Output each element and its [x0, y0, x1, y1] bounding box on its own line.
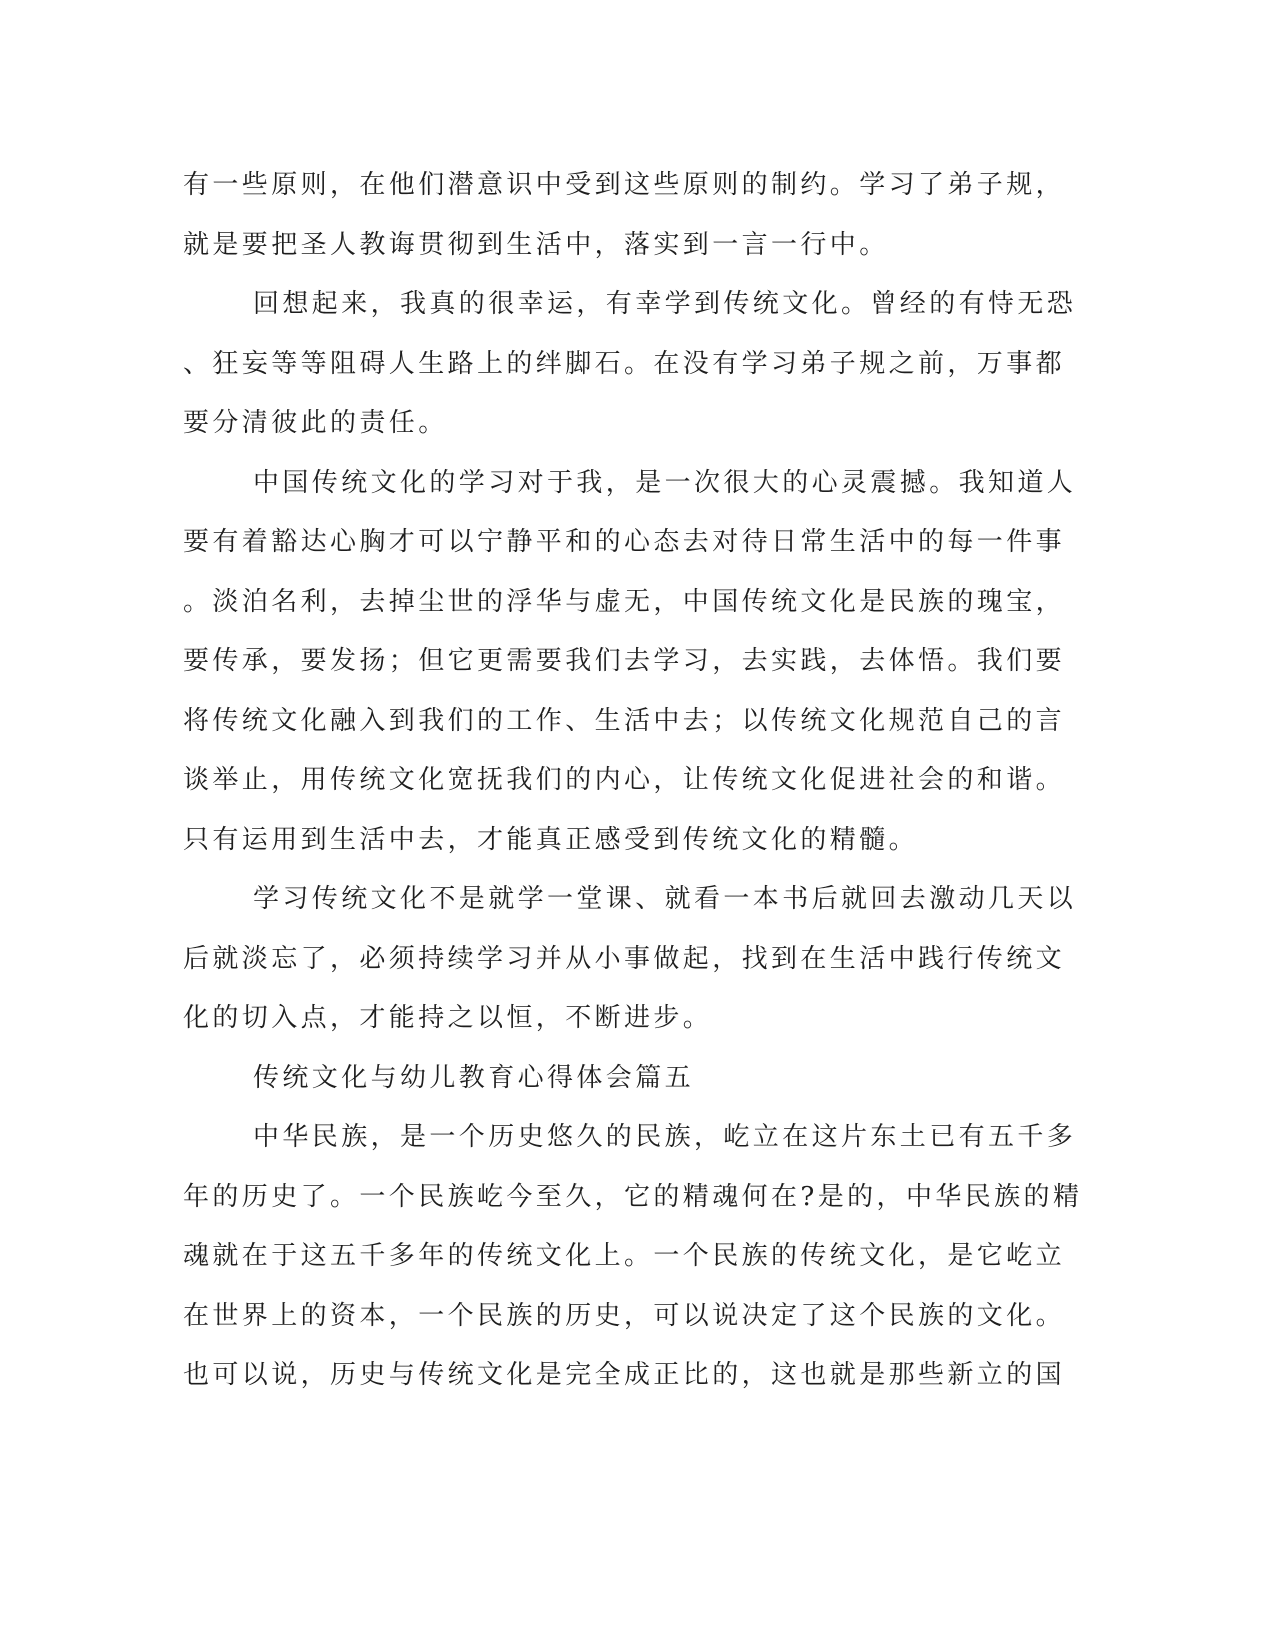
text-line: 只有运用到生活中去，才能真正感受到传统文化的精髓。	[183, 824, 919, 855]
text-line: 有一些原则，在他们潜意识中受到这些原则的制约。学习了弟子规，	[183, 170, 1066, 200]
text-line: 。淡泊名利，去掉尘世的浮华与虚无，中国传统文化是民族的瑰宝，	[183, 586, 1066, 617]
text-line: 、狂妄等等阻碍人生路上的绊脚石。在没有学习弟子规之前，万事都	[183, 348, 1066, 379]
paragraph-start-line: 回想起来，我真的很幸运，有幸学到传统文化。曾经的有恃无恐	[253, 289, 1077, 319]
text-line: 就是要把圣人教诲贯彻到生活中，落实到一言一行中。	[183, 229, 889, 260]
paragraph-start-line: 中华民族，是一个历史悠久的民族，屹立在这片东土已有五千多	[253, 1122, 1077, 1152]
text-line: 将传统文化融入到我们的工作、生活中去；以传统文化规范自己的言	[183, 705, 1066, 736]
text-line: 年的历史了。一个民族屹今至久，它的精魂何在?是的，中华民族的精	[183, 1181, 1083, 1212]
text-line: 要有着豁达心胸才可以宁静平和的心态去对待日常生活中的每一件事	[183, 527, 1066, 557]
document-body	[183, 156, 1083, 1406]
paragraph-start-line: 学习传统文化不是就学一堂课、就看一本书后就回去激动几天以	[253, 884, 1077, 914]
text-line: 要分清彼此的责任。	[183, 408, 448, 438]
text-line: 魂就在于这五千多年的传统文化上。一个民族的传统文化，是它屹立	[183, 1241, 1066, 1271]
text-line: 也可以说，历史与传统文化是完全成正比的，这也就是那些新立的国	[183, 1360, 1066, 1390]
text-line: 在世界上的资本，一个民族的历史，可以说决定了这个民族的文化。	[183, 1300, 1066, 1331]
text-line: 谈举止，用传统文化宽抚我们的内心，让传统文化促进社会的和谐。	[183, 765, 1066, 795]
text-line: 化的切入点，才能持之以恒，不断进步。	[183, 1003, 713, 1033]
text-line: 后就淡忘了，必须持续学习并从小事做起，找到在生活中践行传统文	[183, 943, 1066, 974]
paragraph-start-line: 中国传统文化的学习对于我，是一次很大的心灵震撼。我知道人	[253, 467, 1077, 498]
section-heading: 传统文化与幼儿教育心得体会篇五	[253, 1062, 695, 1093]
text-line: 要传承，要发扬；但它更需要我们去学习，去实践，去体悟。我们要	[183, 646, 1066, 676]
